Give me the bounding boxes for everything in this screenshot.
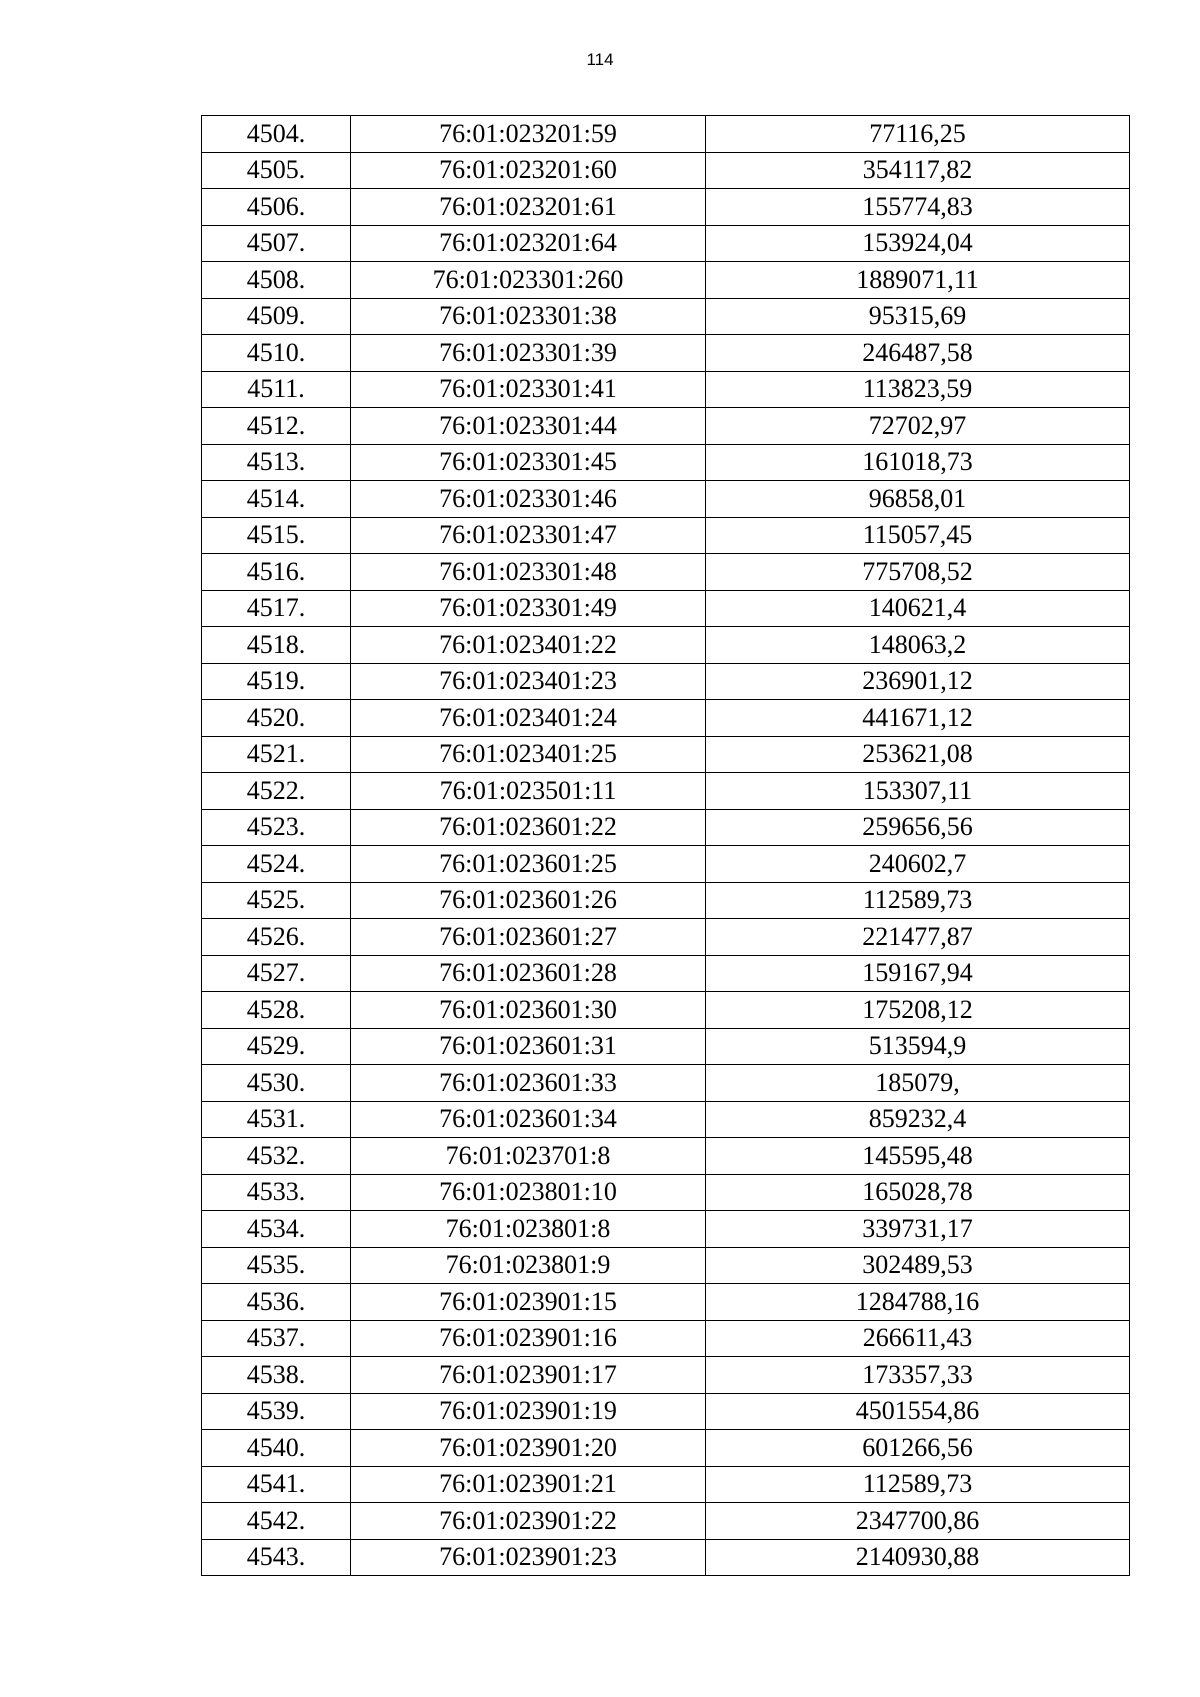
row-number-cell: 4519. <box>202 663 351 700</box>
cadastral-value-cell: 302489,53 <box>706 1247 1130 1284</box>
row-number-cell: 4532. <box>202 1138 351 1175</box>
table-body <box>202 116 1130 1576</box>
cadastral-value-cell: 253621,08 <box>706 736 1130 773</box>
cadastral-number-cell: 76:01:023801:10 <box>351 1174 706 1211</box>
cadastral-number-cell: 76:01:023601:33 <box>351 1065 706 1102</box>
table-row <box>202 1247 1130 1284</box>
row-number-cell: 4537. <box>202 1320 351 1357</box>
cadastral-value-cell: 165028,78 <box>706 1174 1130 1211</box>
row-number-cell: 4538. <box>202 1357 351 1394</box>
cadastral-number-cell: 76:01:023401:23 <box>351 663 706 700</box>
cadastral-number-cell: 76:01:023401:22 <box>351 627 706 664</box>
row-number-cell: 4514. <box>202 481 351 518</box>
cadastral-number-cell: 76:01:023901:19 <box>351 1393 706 1430</box>
table-row <box>202 1539 1130 1576</box>
row-number-cell: 4509. <box>202 298 351 335</box>
cadastral-value-cell: 2140930,88 <box>706 1539 1130 1576</box>
cadastral-value-cell: 775708,52 <box>706 554 1130 591</box>
cadastral-number-cell: 76:01:023301:47 <box>351 517 706 554</box>
row-number-cell: 4510. <box>202 335 351 372</box>
row-number-cell: 4531. <box>202 1101 351 1138</box>
table-row <box>202 1101 1130 1138</box>
table-row <box>202 1065 1130 1102</box>
cadastral-value-cell: 112589,73 <box>706 1466 1130 1503</box>
table-row <box>202 846 1130 883</box>
table-row <box>202 517 1130 554</box>
table-row <box>202 1357 1130 1394</box>
table-row <box>202 1211 1130 1248</box>
table-row <box>202 1028 1130 1065</box>
cadastral-value-cell: 236901,12 <box>706 663 1130 700</box>
cadastral-value-cell: 601266,56 <box>706 1430 1130 1467</box>
cadastral-value-cell: 175208,12 <box>706 992 1130 1029</box>
cadastral-number-cell: 76:01:023901:23 <box>351 1539 706 1576</box>
table-row <box>202 481 1130 518</box>
table-row <box>202 992 1130 1029</box>
cadastral-value-cell: 115057,45 <box>706 517 1130 554</box>
table-row <box>202 919 1130 956</box>
cadastral-value-cell: 153924,04 <box>706 225 1130 262</box>
table-row <box>202 627 1130 664</box>
cadastral-value-cell: 113823,59 <box>706 371 1130 408</box>
cadastral-number-cell: 76:01:023801:8 <box>351 1211 706 1248</box>
row-number-cell: 4505. <box>202 152 351 189</box>
row-number-cell: 4540. <box>202 1430 351 1467</box>
cadastral-value-cell: 4501554,86 <box>706 1393 1130 1430</box>
row-number-cell: 4541. <box>202 1466 351 1503</box>
cadastral-value-cell: 240602,7 <box>706 846 1130 883</box>
cadastral-number-cell: 76:01:023301:49 <box>351 590 706 627</box>
cadastral-number-cell: 76:01:023501:11 <box>351 773 706 810</box>
cadastral-number-cell: 76:01:023301:48 <box>351 554 706 591</box>
cadastral-value-cell: 246487,58 <box>706 335 1130 372</box>
cadastral-number-cell: 76:01:023601:34 <box>351 1101 706 1138</box>
row-number-cell: 4520. <box>202 700 351 737</box>
table-row <box>202 444 1130 481</box>
cadastral-value-cell: 173357,33 <box>706 1357 1130 1394</box>
cadastral-number-cell: 76:01:023601:27 <box>351 919 706 956</box>
table-row <box>202 1138 1130 1175</box>
cadastral-number-cell: 76:01:023301:45 <box>351 444 706 481</box>
cadastral-value-cell: 77116,25 <box>706 116 1130 153</box>
cadastral-number-cell: 76:01:023201:60 <box>351 152 706 189</box>
cadastral-number-cell: 76:01:023201:64 <box>351 225 706 262</box>
cadastral-value-cell: 859232,4 <box>706 1101 1130 1138</box>
cadastral-number-cell: 76:01:023601:25 <box>351 846 706 883</box>
cadastral-value-cell: 159167,94 <box>706 955 1130 992</box>
cadastral-number-cell: 76:01:023601:31 <box>351 1028 706 1065</box>
row-number-cell: 4508. <box>202 262 351 299</box>
cadastral-number-cell: 76:01:023601:22 <box>351 809 706 846</box>
row-number-cell: 4525. <box>202 882 351 919</box>
table-row <box>202 700 1130 737</box>
table-row <box>202 736 1130 773</box>
cadastral-number-cell: 76:01:023601:28 <box>351 955 706 992</box>
row-number-cell: 4533. <box>202 1174 351 1211</box>
row-number-cell: 4522. <box>202 773 351 810</box>
cadastral-number-cell: 76:01:023901:15 <box>351 1284 706 1321</box>
table-row <box>202 1174 1130 1211</box>
cadastral-value-cell: 96858,01 <box>706 481 1130 518</box>
table-row <box>202 225 1130 262</box>
cadastral-value-cell: 259656,56 <box>706 809 1130 846</box>
cadastral-number-cell: 76:01:023401:25 <box>351 736 706 773</box>
table-row <box>202 408 1130 445</box>
row-number-cell: 4518. <box>202 627 351 664</box>
cadastral-number-cell: 76:01:023701:8 <box>351 1138 706 1175</box>
cadastral-number-cell: 76:01:023301:44 <box>351 408 706 445</box>
row-number-cell: 4515. <box>202 517 351 554</box>
cadastral-value-cell: 140621,4 <box>706 590 1130 627</box>
cadastral-value-cell: 221477,87 <box>706 919 1130 956</box>
cadastral-number-cell: 76:01:023401:24 <box>351 700 706 737</box>
table-row <box>202 663 1130 700</box>
cadastral-value-cell: 266611,43 <box>706 1320 1130 1357</box>
table-row <box>202 335 1130 372</box>
cadastral-number-cell: 76:01:023301:46 <box>351 481 706 518</box>
row-number-cell: 4506. <box>202 189 351 226</box>
cadastral-number-cell: 76:01:023901:16 <box>351 1320 706 1357</box>
table-row <box>202 590 1130 627</box>
cadastral-number-cell: 76:01:023301:260 <box>351 262 706 299</box>
cadastral-value-cell: 1284788,16 <box>706 1284 1130 1321</box>
table-row <box>202 189 1130 226</box>
row-number-cell: 4542. <box>202 1503 351 1540</box>
cadastral-number-cell: 76:01:023201:61 <box>351 189 706 226</box>
table-row <box>202 1503 1130 1540</box>
cadastral-value-table <box>201 115 1130 1576</box>
table-row <box>202 1284 1130 1321</box>
row-number-cell: 4527. <box>202 955 351 992</box>
row-number-cell: 4516. <box>202 554 351 591</box>
cadastral-value-cell: 185079, <box>706 1065 1130 1102</box>
table-row <box>202 116 1130 153</box>
row-number-cell: 4543. <box>202 1539 351 1576</box>
cadastral-number-cell: 76:01:023801:9 <box>351 1247 706 1284</box>
cadastral-value-cell: 153307,11 <box>706 773 1130 810</box>
cadastral-value-cell: 145595,48 <box>706 1138 1130 1175</box>
row-number-cell: 4529. <box>202 1028 351 1065</box>
cadastral-value-cell: 161018,73 <box>706 444 1130 481</box>
table-row <box>202 298 1130 335</box>
row-number-cell: 4528. <box>202 992 351 1029</box>
page-number: 114 <box>586 50 614 69</box>
cadastral-value-cell: 95315,69 <box>706 298 1130 335</box>
cadastral-value-cell: 513594,9 <box>706 1028 1130 1065</box>
row-number-cell: 4530. <box>202 1065 351 1102</box>
row-number-cell: 4523. <box>202 809 351 846</box>
row-number-cell: 4526. <box>202 919 351 956</box>
cadastral-value-cell: 72702,97 <box>706 408 1130 445</box>
cadastral-value-cell: 2347700,86 <box>706 1503 1130 1540</box>
row-number-cell: 4536. <box>202 1284 351 1321</box>
cadastral-number-cell: 76:01:023301:41 <box>351 371 706 408</box>
cadastral-number-cell: 76:01:023901:20 <box>351 1430 706 1467</box>
table-row <box>202 554 1130 591</box>
row-number-cell: 4507. <box>202 225 351 262</box>
cadastral-number-cell: 76:01:023601:26 <box>351 882 706 919</box>
cadastral-value-cell: 1889071,11 <box>706 262 1130 299</box>
cadastral-value-cell: 112589,73 <box>706 882 1130 919</box>
table-row <box>202 262 1130 299</box>
cadastral-number-cell: 76:01:023201:59 <box>351 116 706 153</box>
cadastral-value-cell: 441671,12 <box>706 700 1130 737</box>
row-number-cell: 4512. <box>202 408 351 445</box>
cadastral-number-cell: 76:01:023601:30 <box>351 992 706 1029</box>
cadastral-number-cell: 76:01:023901:17 <box>351 1357 706 1394</box>
row-number-cell: 4521. <box>202 736 351 773</box>
table-row <box>202 773 1130 810</box>
row-number-cell: 4517. <box>202 590 351 627</box>
cadastral-value-cell: 148063,2 <box>706 627 1130 664</box>
cadastral-value-cell: 339731,17 <box>706 1211 1130 1248</box>
row-number-cell: 4534. <box>202 1211 351 1248</box>
row-number-cell: 4511. <box>202 371 351 408</box>
row-number-cell: 4513. <box>202 444 351 481</box>
table-row <box>202 1393 1130 1430</box>
cadastral-number-cell: 76:01:023301:38 <box>351 298 706 335</box>
table-row <box>202 371 1130 408</box>
row-number-cell: 4539. <box>202 1393 351 1430</box>
row-number-cell: 4535. <box>202 1247 351 1284</box>
table-row <box>202 1466 1130 1503</box>
row-number-cell: 4504. <box>202 116 351 153</box>
cadastral-number-cell: 76:01:023901:21 <box>351 1466 706 1503</box>
table-row <box>202 882 1130 919</box>
table-row <box>202 809 1130 846</box>
cadastral-value-cell: 155774,83 <box>706 189 1130 226</box>
table-row <box>202 1320 1130 1357</box>
cadastral-value-cell: 354117,82 <box>706 152 1130 189</box>
row-number-cell: 4524. <box>202 846 351 883</box>
table-row <box>202 955 1130 992</box>
table-row <box>202 1430 1130 1467</box>
cadastral-number-cell: 76:01:023301:39 <box>351 335 706 372</box>
cadastral-number-cell: 76:01:023901:22 <box>351 1503 706 1540</box>
table-row <box>202 152 1130 189</box>
